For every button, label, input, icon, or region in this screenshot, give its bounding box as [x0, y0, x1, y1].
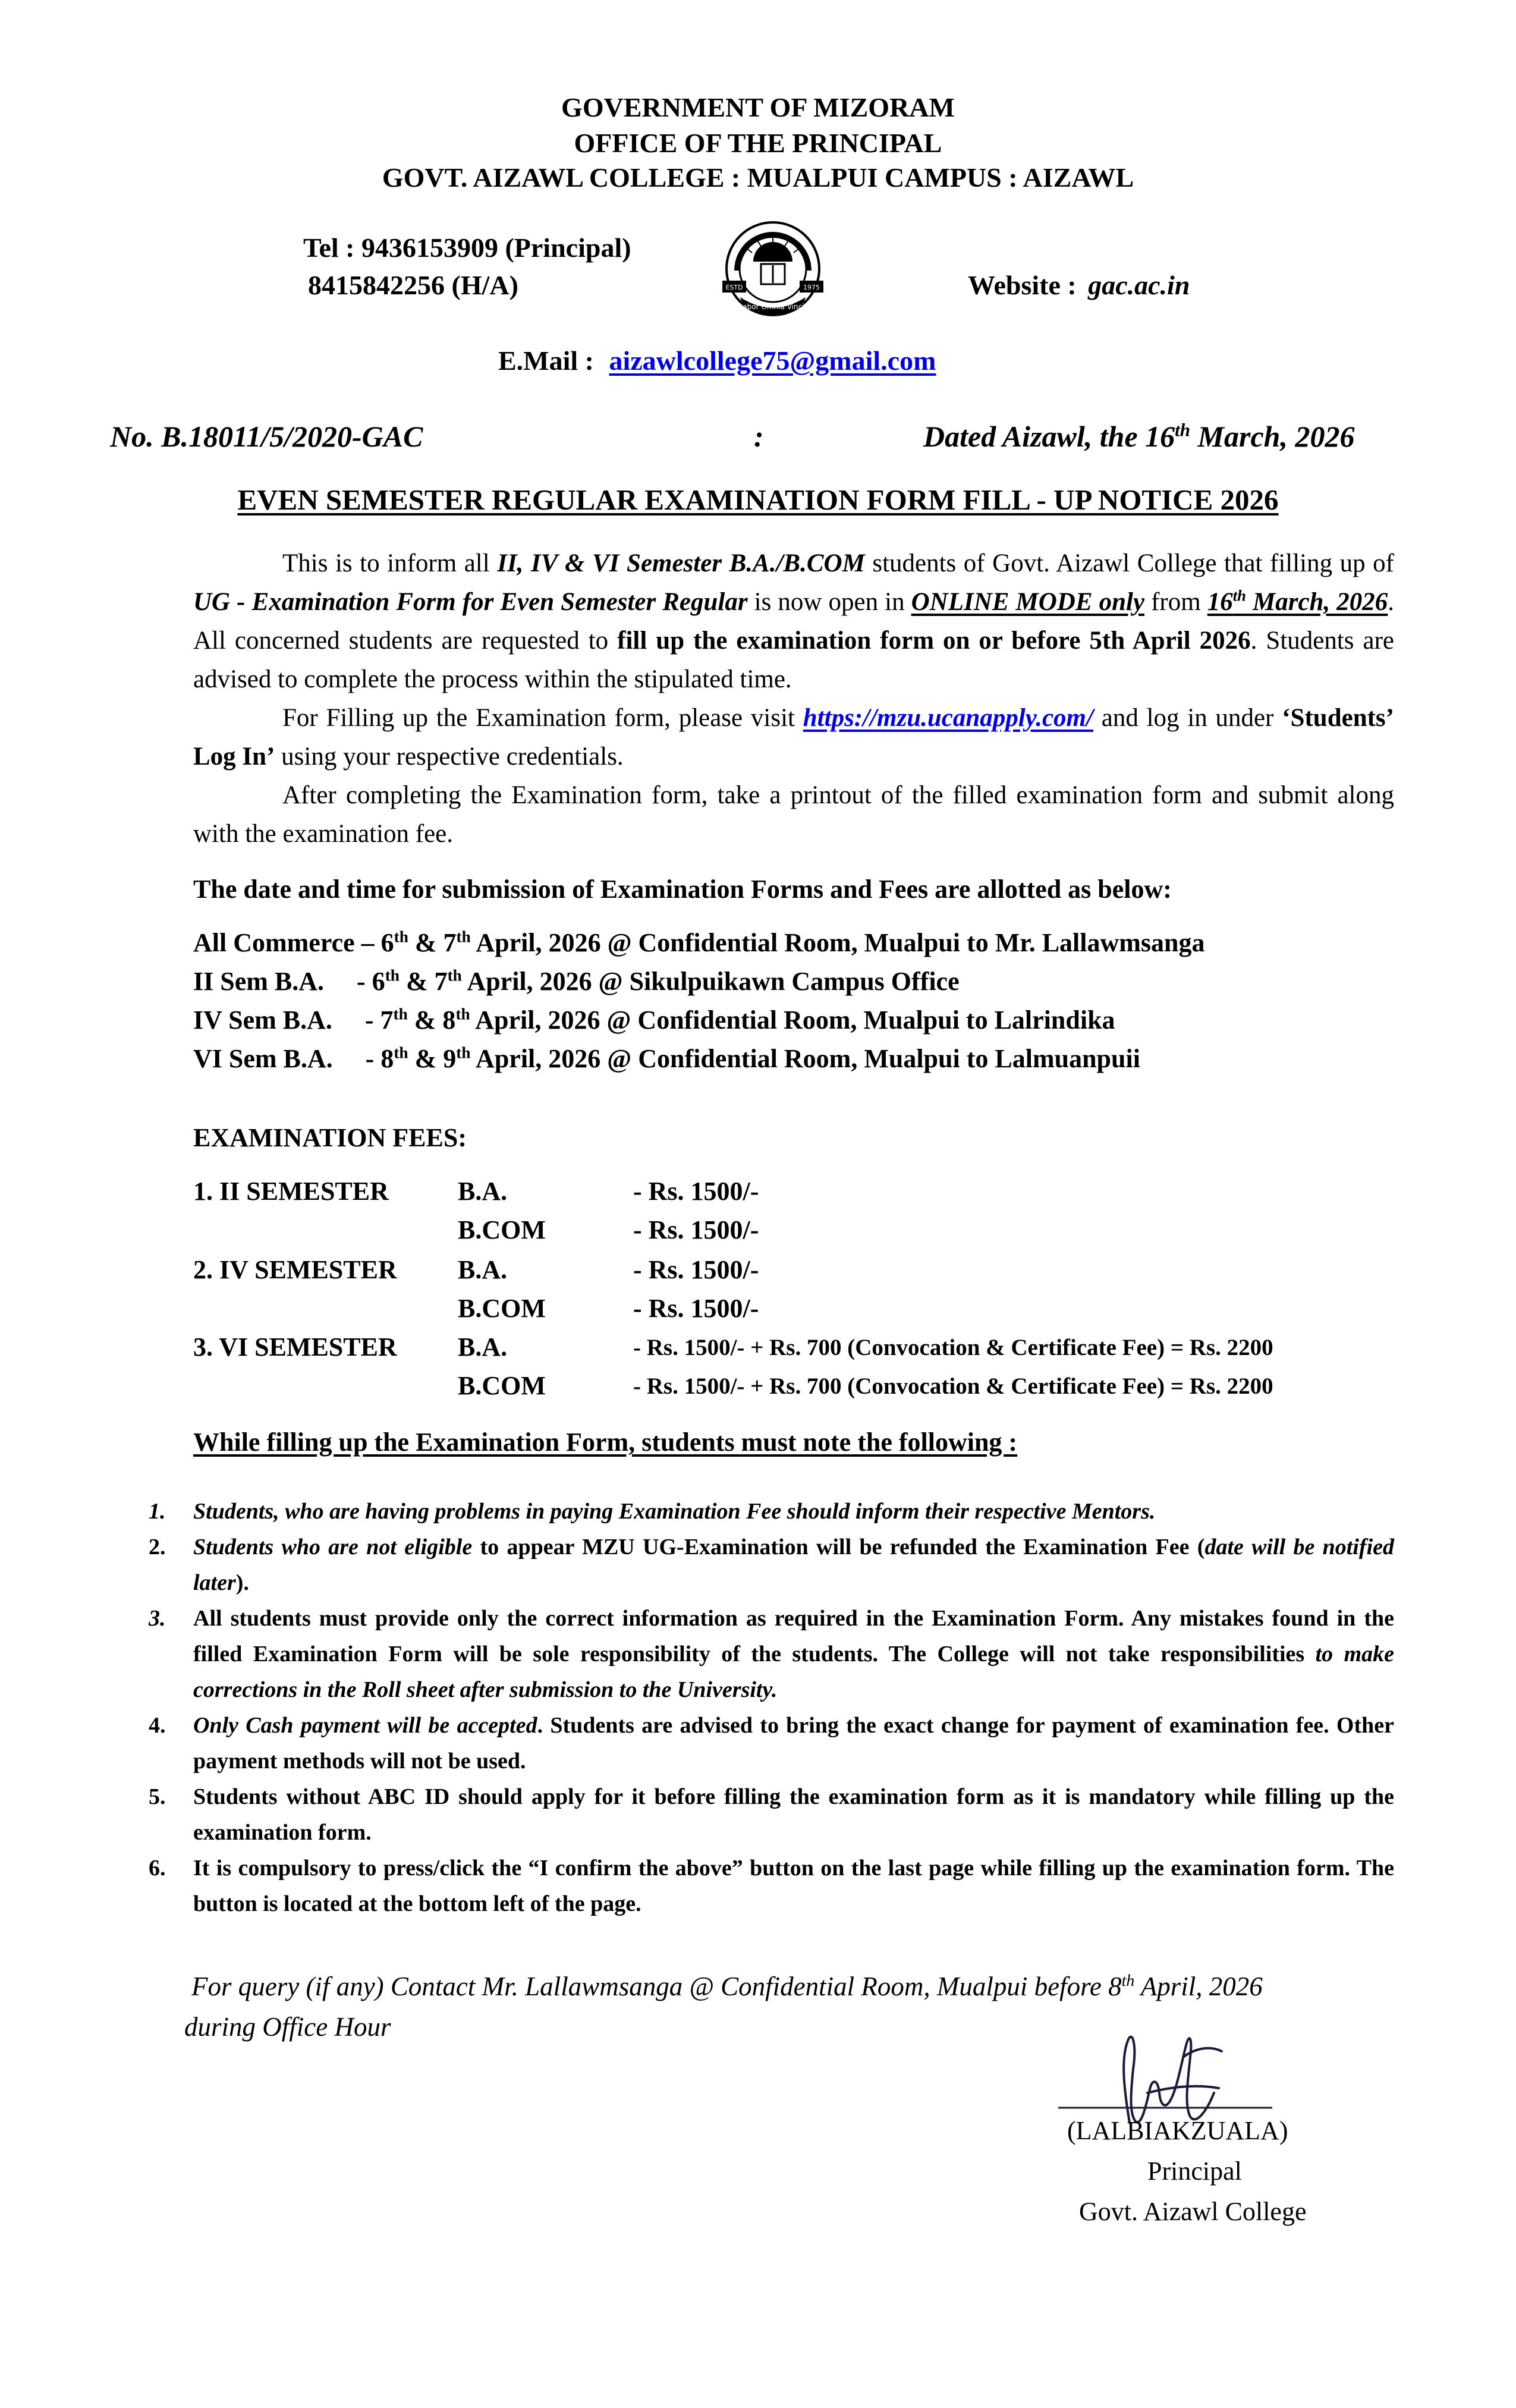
note-number: 4. [149, 1713, 166, 1738]
fee-sem-iv: 2. IV SEMESTER [193, 1255, 397, 1284]
header-government: GOVERNMENT OF MIZORAM [561, 92, 955, 122]
tel-ha: 8415842256 (H/A) [308, 270, 518, 300]
fee-amount: - Rs. 1500/- [633, 1294, 759, 1323]
note-5: Students without ABC ID should apply for it before filling the examination form as it is mandatory while filling up the examination form. [193, 1784, 1394, 1845]
portal-link[interactable]: https://mzu.ucanapply.com/ [803, 704, 1093, 732]
fee-amount: - Rs. 1500/- [633, 1215, 759, 1244]
fees-heading: EXAMINATION FEES: [193, 1123, 467, 1152]
fee-sem-ii: 1. II SEMESTER [193, 1177, 389, 1206]
fee-course: B.A. [458, 1332, 508, 1362]
fee-course: B.A. [458, 1177, 508, 1206]
schedule-row-vi-sem: VI Sem B.A. - 8th & 9th April, 2026 @ Confidential Room, Mualpui to Lalmuanpuii [193, 1043, 1140, 1073]
note-6: It is compulsory to press/click the “I confirm the above” button on the last page while filling up the examination form. The button is located at the bottom left of the page. [193, 1856, 1394, 1916]
reference-date: Dated Aizawl, the 16th March, 2026 [923, 419, 1355, 453]
fee-course: B.COM [458, 1215, 546, 1244]
portal-paragraph: For Filling up the Examination form, please visit https://mzu.ucanapply.com/ and log in under ‘Students’ Log In’ using your respective credentials. [193, 704, 1394, 771]
schedule-row-commerce: All Commerce – 6th & 7th April, 2026 @ Confidential Room, Mualpui to Mr. Lallawmsanga [193, 928, 1205, 957]
svg-text:GOVT. AIZAWL COLLEGE: OVT. AIZAWL COLLEG [726, 223, 820, 270]
schedule-intro: The date and time for submission of Examination Forms and Fees are allotted as below: [193, 875, 1172, 904]
fee-amount: - Rs. 1500/- + Rs. 700 (Convocation & Certificate Fee) = Rs. 2200 [633, 1373, 1273, 1399]
tel-principal: Tel : 9436153909 (Principal) [303, 232, 631, 263]
fee-sem-vi: 3. VI SEMESTER [193, 1332, 397, 1362]
query-line: For query (if any) Contact Mr. Lallawmsanga @ Confidential Room, Mualpui before 8th April, 2026 [191, 1972, 1263, 2001]
website-link[interactable]: gac.ac.in [1088, 270, 1190, 300]
fee-course: B.COM [458, 1294, 546, 1323]
signatory-designation: Principal [1147, 2156, 1242, 2186]
fee-amount: - Rs. 1500/- [633, 1177, 759, 1206]
notice-title: EVEN SEMESTER REGULAR EXAMINATION FORM FILL - UP NOTICE 2026 [237, 483, 1279, 516]
signatory-org: Govt. Aizawl College [1079, 2197, 1307, 2226]
notes-heading: While filling up the Examination Form, students must note the following : [193, 1428, 1018, 1457]
query-office-hour: during Office Hour [184, 2012, 391, 2042]
reference-separator: : [754, 420, 764, 453]
header-college: GOVT. AIZAWL COLLEGE : MUALPUI CAMPUS : AIZAWL [382, 162, 1134, 193]
note-3: All students must provide only the correct information as required in the Examination Form. Any mistakes found in the filled Examination Form will be sole responsibility of the students. The College will not take responsibilities to make corrections in the Roll sheet after submission to the University. [193, 1606, 1395, 1702]
svg-text:1975: 1975 [803, 284, 820, 291]
note-2: Students who are not eligible to appear MZU UG-Examination will be refunded the Examination Fee (date will be notified later). [193, 1535, 1395, 1595]
note-number: 2. [149, 1535, 166, 1560]
fee-course: B.A. [458, 1255, 508, 1284]
note-1: Students, who are having problems in paying Examination Fee should inform their respective Mentors. [193, 1499, 1156, 1524]
svg-text:Labor Omnia Vincit: Labor Omnia Vincit [738, 303, 807, 311]
schedule-row-iv-sem: IV Sem B.A. - 7th & 8th April, 2026 @ Confidential Room, Mualpui to Lalrindika [193, 1005, 1115, 1035]
printout-paragraph: After completing the Examination form, take a printout of the filled examination form and submit along with the examination fee. [193, 781, 1394, 848]
note-number: 6. [149, 1856, 166, 1881]
intro-paragraph: This is to inform all II, IV & VI Semester B.A./B.COM students of Govt. Aizawl College that filling up of UG - Examination Form for Even Semester Regular is now open in ONLINE MODE only from 16th March, 2026. All concerned students are requested to fill up the examination form on or before 5th April 2026. Students are advised to complete the process within the stipulated time. [193, 549, 1395, 693]
fee-amount: - Rs. 1500/- + Rs. 700 (Convocation & Certificate Fee) = Rs. 2200 [633, 1335, 1273, 1360]
fee-course: B.COM [458, 1371, 546, 1400]
svg-text:ESTD: ESTD [725, 284, 743, 291]
reference-number: No. B.18011/5/2020-GAC [110, 420, 423, 453]
note-number: 1. [149, 1499, 166, 1524]
header-office: OFFICE OF THE PRINCIPAL [574, 128, 942, 158]
note-4: Only Cash payment will be accepted. Students are advised to bring the exact change for payment of examination fee. Other payment methods will not be used. [193, 1713, 1395, 1774]
website-label: Website : [968, 270, 1077, 300]
college-seal-icon [716, 214, 829, 321]
email-link[interactable]: aizawlcollege75@gmail.com [609, 345, 936, 376]
note-number: 3. [149, 1606, 166, 1631]
note-number: 5. [149, 1784, 166, 1809]
college-logo [716, 214, 829, 321]
email-label: E.Mail : [498, 345, 594, 376]
fee-amount: - Rs. 1500/- [633, 1255, 759, 1284]
schedule-row-ii-sem: II Sem B.A. - 6th & 7th April, 2026 @ Sikulpuikawn Campus Office [193, 966, 960, 996]
signatory-name: (LALBIAKZUALA) [1067, 2116, 1288, 2145]
